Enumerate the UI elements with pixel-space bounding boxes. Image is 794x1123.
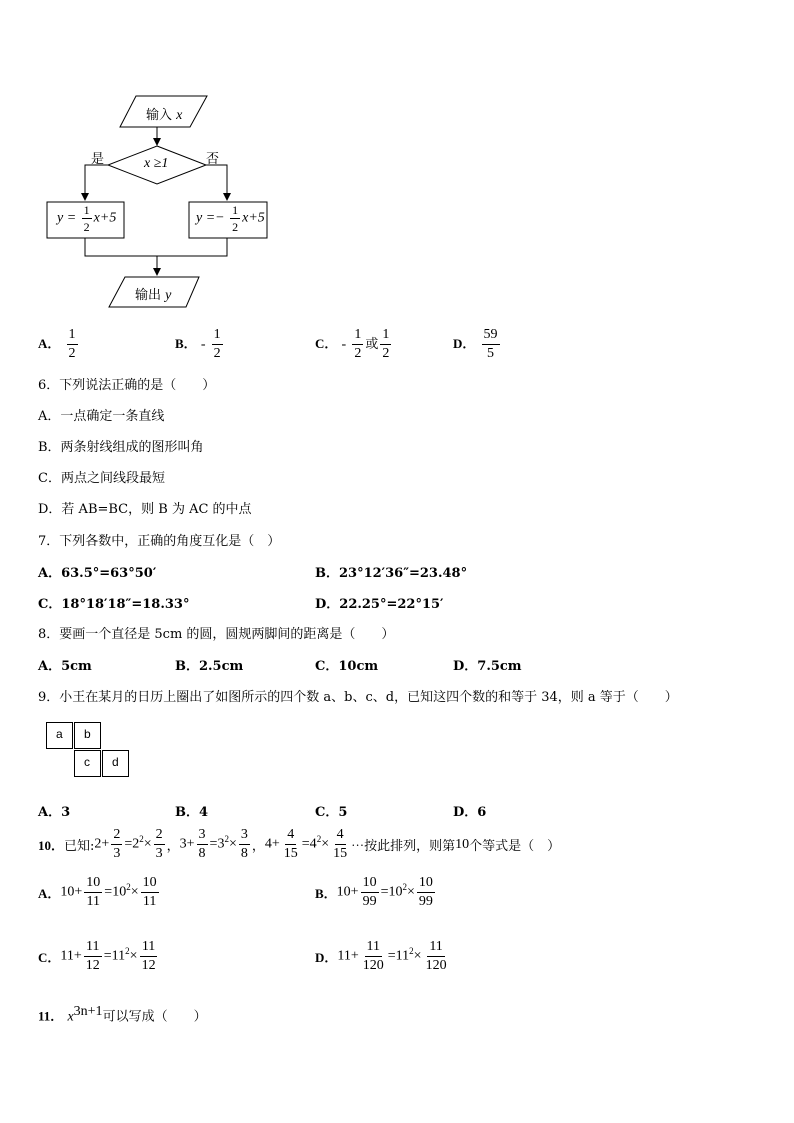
sign: - bbox=[200, 337, 206, 352]
q5-c-frac2 bbox=[380, 328, 391, 361]
eq-exp: 2 bbox=[125, 946, 130, 957]
frac-num: 4 bbox=[335, 828, 346, 845]
flow-input-text: 输入 bbox=[146, 108, 173, 123]
option-label: B． bbox=[175, 336, 197, 351]
flow-left-formula bbox=[57, 204, 116, 233]
eq-part: =2 bbox=[124, 836, 140, 852]
flow-right-rest: x+5 bbox=[242, 210, 265, 226]
frac-num: 3 bbox=[239, 828, 250, 845]
eq-part: =3 bbox=[209, 836, 225, 852]
flow-condition-label: x ≥1 bbox=[144, 156, 169, 171]
frac-num: 1 bbox=[83, 203, 90, 217]
flow-input-var: x bbox=[176, 108, 183, 123]
flow-output-label bbox=[135, 284, 171, 304]
option-label: C． bbox=[315, 336, 338, 351]
frac-den: 12 bbox=[85, 958, 100, 973]
eq-part: 3+ bbox=[179, 836, 195, 852]
q10-label: 10． bbox=[38, 838, 65, 853]
q6-option-b[interactable]: B．两条射线组成的图形叫角 bbox=[38, 440, 204, 455]
q10-suffix2: 个等式是（ ） bbox=[469, 839, 561, 854]
q9-option-d[interactable]: D．6 bbox=[453, 805, 487, 820]
q8-option-a[interactable]: A．5cm bbox=[38, 659, 92, 674]
frac-den: 8 bbox=[240, 846, 248, 861]
frac-den: 11 bbox=[142, 894, 157, 909]
option-label: B． bbox=[315, 886, 337, 901]
flow-left-frac bbox=[82, 204, 92, 233]
eq-part: × bbox=[406, 884, 415, 900]
frac-num: 2 bbox=[111, 828, 122, 845]
frac-num: 1 bbox=[232, 203, 239, 217]
q10-eq3 bbox=[265, 828, 351, 861]
q5-d-frac bbox=[482, 328, 500, 361]
option-label: D． bbox=[453, 336, 476, 351]
q5-b-frac bbox=[212, 328, 223, 361]
calendar-cell-d: d bbox=[102, 750, 129, 777]
or-text: 或 bbox=[365, 337, 379, 352]
eq-part: =11 bbox=[103, 948, 126, 964]
q10-option-a[interactable] bbox=[38, 876, 161, 909]
q7-stem: 7．下列各数中，正确的角度互化是（ ） bbox=[38, 534, 281, 549]
eq-part: 10+ bbox=[60, 884, 83, 900]
eq-part: × bbox=[143, 836, 152, 852]
q10-stem bbox=[38, 828, 560, 861]
frac-num: 1 bbox=[380, 328, 391, 345]
eq-exp: 2 bbox=[139, 834, 144, 845]
eq-part: 4+ bbox=[264, 836, 280, 852]
eq-exp: 2 bbox=[409, 946, 414, 957]
q8-option-c[interactable]: C．10cm bbox=[315, 659, 379, 674]
option-label: A． bbox=[38, 336, 61, 351]
eq-exp: 2 bbox=[316, 834, 322, 845]
q9-option-a[interactable]: A．3 bbox=[38, 805, 71, 820]
flow-right-frac bbox=[230, 204, 240, 233]
q5-option-d[interactable] bbox=[453, 328, 502, 361]
flow-left-rest: x+5 bbox=[93, 210, 117, 226]
flow-right-lhs: y =− bbox=[196, 210, 225, 226]
q6-option-c[interactable]: C．两点之间线段最短 bbox=[38, 471, 165, 486]
flow-right-formula bbox=[196, 204, 265, 233]
flow-input-label bbox=[146, 104, 182, 124]
eq-part: =4 bbox=[301, 836, 317, 852]
frac-den: 3 bbox=[113, 846, 121, 861]
eq-frac bbox=[361, 940, 386, 973]
q8-option-d[interactable]: D．7.5cm bbox=[453, 659, 522, 674]
frac-den: 15 bbox=[283, 846, 298, 861]
eq-part: =10 bbox=[104, 884, 127, 900]
frac-num: 10 bbox=[141, 876, 159, 893]
q11-exp: 3n+1 bbox=[73, 1004, 103, 1019]
q8-stem: 8．要画一个直径是 5cm 的圆，圆规两脚间的距离是（ ） bbox=[38, 627, 395, 642]
frac-den: 2 bbox=[382, 346, 390, 361]
frac-num: 10 bbox=[361, 876, 379, 893]
q10-eq1 bbox=[94, 828, 166, 861]
eq-part: 2+ bbox=[94, 836, 110, 852]
frac-num: 11 bbox=[84, 940, 101, 957]
frac-num: 59 bbox=[482, 328, 500, 345]
eq-frac bbox=[424, 940, 449, 973]
option-label: D． bbox=[315, 950, 338, 965]
option-label: C． bbox=[38, 950, 61, 965]
frac-num: 10 bbox=[417, 876, 435, 893]
eq-frac bbox=[141, 876, 159, 909]
q7-option-a[interactable]: A．63.5°=63°50′ bbox=[38, 566, 157, 581]
frac-den: 99 bbox=[418, 894, 433, 909]
frac-num: 10 bbox=[84, 876, 102, 893]
q5-option-a[interactable] bbox=[38, 328, 80, 361]
eq-frac bbox=[361, 876, 379, 909]
eq-exp: 2 bbox=[402, 882, 407, 893]
calendar-cell-a: a bbox=[46, 722, 73, 749]
frac-num: 1 bbox=[352, 328, 363, 345]
eq-frac bbox=[331, 828, 349, 861]
eq-part: × bbox=[321, 836, 330, 852]
frac-num: 11 bbox=[427, 940, 444, 957]
flow-left-lhs: y = bbox=[57, 210, 77, 226]
eq-part: × bbox=[413, 948, 422, 964]
q10-prefix: 已知: bbox=[64, 839, 95, 854]
q7-option-b[interactable]: B．23°12′36″=23.48° bbox=[315, 566, 468, 581]
eq-part: 11+ bbox=[60, 948, 82, 964]
eq-frac bbox=[197, 828, 208, 861]
eq-part: 10+ bbox=[336, 884, 359, 900]
frac-den: 11 bbox=[86, 894, 101, 909]
flow-no-label: 否 bbox=[206, 152, 220, 167]
q5-c-frac1 bbox=[352, 328, 363, 361]
frac-den: 15 bbox=[333, 846, 348, 861]
option-eq bbox=[60, 876, 160, 909]
frac-den: 2 bbox=[213, 346, 221, 361]
frac-den: 12 bbox=[141, 958, 156, 973]
eq-part: 11+ bbox=[337, 948, 359, 964]
eq-frac bbox=[239, 828, 250, 861]
q11-stem bbox=[38, 1004, 207, 1025]
flow-output-var: y bbox=[165, 288, 172, 303]
q7-option-d[interactable]: D．22.25°=22°15′ bbox=[315, 597, 444, 612]
frac-den: 8 bbox=[198, 846, 206, 861]
q7-option-c[interactable]: C．18°18′18″=18.33° bbox=[38, 597, 190, 612]
sign: - bbox=[341, 337, 347, 352]
eq-exp: 2 bbox=[224, 834, 229, 845]
option-eq bbox=[60, 940, 159, 973]
frac-num: 2 bbox=[154, 828, 165, 845]
eq-part: × bbox=[228, 836, 237, 852]
q10-suffix: ⋯按此排列，则第 bbox=[351, 839, 456, 854]
q8-option-b[interactable]: B．2.5cm bbox=[175, 659, 244, 674]
eq-frac bbox=[84, 876, 102, 909]
frac-den: 5 bbox=[487, 346, 495, 361]
q11-text: 可以写成（ ） bbox=[102, 1009, 207, 1025]
eq-part: × bbox=[130, 884, 139, 900]
q9-stem: 9．小王在某月的日历上圈出了如图所示的四个数 a、b、c、d，已知这四个数的和等于 34，则 a 等于（ ） bbox=[38, 690, 678, 705]
eq-part: × bbox=[129, 948, 138, 964]
q10-eq2 bbox=[180, 828, 252, 861]
q10-n: 10 bbox=[455, 836, 470, 852]
q5-option-c[interactable] bbox=[315, 328, 393, 361]
eq-part: =10 bbox=[380, 884, 403, 900]
q10-sep: ， bbox=[251, 839, 265, 854]
eq-frac bbox=[111, 828, 122, 861]
option-eq bbox=[337, 876, 437, 909]
frac-den: 120 bbox=[362, 958, 384, 973]
eq-frac bbox=[417, 876, 435, 909]
eq-exp: 2 bbox=[126, 882, 131, 893]
frac-den: 99 bbox=[362, 894, 377, 909]
q9-option-b[interactable]: B．4 bbox=[175, 805, 209, 820]
eq-frac bbox=[282, 828, 300, 861]
q5-a-frac bbox=[67, 328, 78, 361]
q10-option-d[interactable] bbox=[315, 940, 451, 973]
frac-num: 4 bbox=[285, 828, 296, 845]
frac-den: 3 bbox=[155, 846, 163, 861]
calendar-cell-c: c bbox=[74, 750, 101, 777]
frac-num: 1 bbox=[212, 328, 223, 345]
frac-num: 11 bbox=[365, 940, 382, 957]
q10-option-b[interactable] bbox=[315, 876, 437, 909]
option-label: A． bbox=[38, 886, 61, 901]
option-eq bbox=[337, 940, 450, 973]
q11-label: 11． bbox=[38, 1008, 64, 1024]
eq-frac bbox=[84, 940, 102, 973]
flow-output-text: 输出 bbox=[135, 288, 162, 303]
q10-option-c[interactable] bbox=[38, 940, 160, 973]
frac-den: 120 bbox=[425, 958, 447, 973]
q5-option-b[interactable] bbox=[175, 328, 225, 361]
flow-yes-label: 是 bbox=[91, 152, 105, 167]
eq-frac bbox=[154, 828, 165, 861]
frac-num: 1 bbox=[67, 328, 78, 345]
frac-den: 2 bbox=[83, 220, 90, 234]
q10-sep: ， bbox=[166, 839, 180, 854]
frac-num: 11 bbox=[140, 940, 157, 957]
frac-den: 2 bbox=[354, 346, 362, 361]
q6-stem: 6．下列说法正确的是（ ） bbox=[38, 378, 216, 393]
frac-den: 2 bbox=[68, 346, 76, 361]
q6-option-a[interactable]: A．一点确定一条直线 bbox=[38, 409, 165, 424]
frac-den: 2 bbox=[232, 220, 239, 234]
q11-base: x bbox=[67, 1009, 74, 1025]
eq-frac bbox=[140, 940, 158, 973]
eq-part: =11 bbox=[387, 948, 410, 964]
frac-num: 3 bbox=[197, 828, 208, 845]
calendar-cell-b: b bbox=[74, 722, 101, 749]
q6-option-d[interactable]: D．若 AB=BC，则 B 为 AC 的中点 bbox=[38, 502, 252, 517]
q9-option-c[interactable]: C．5 bbox=[315, 805, 348, 820]
